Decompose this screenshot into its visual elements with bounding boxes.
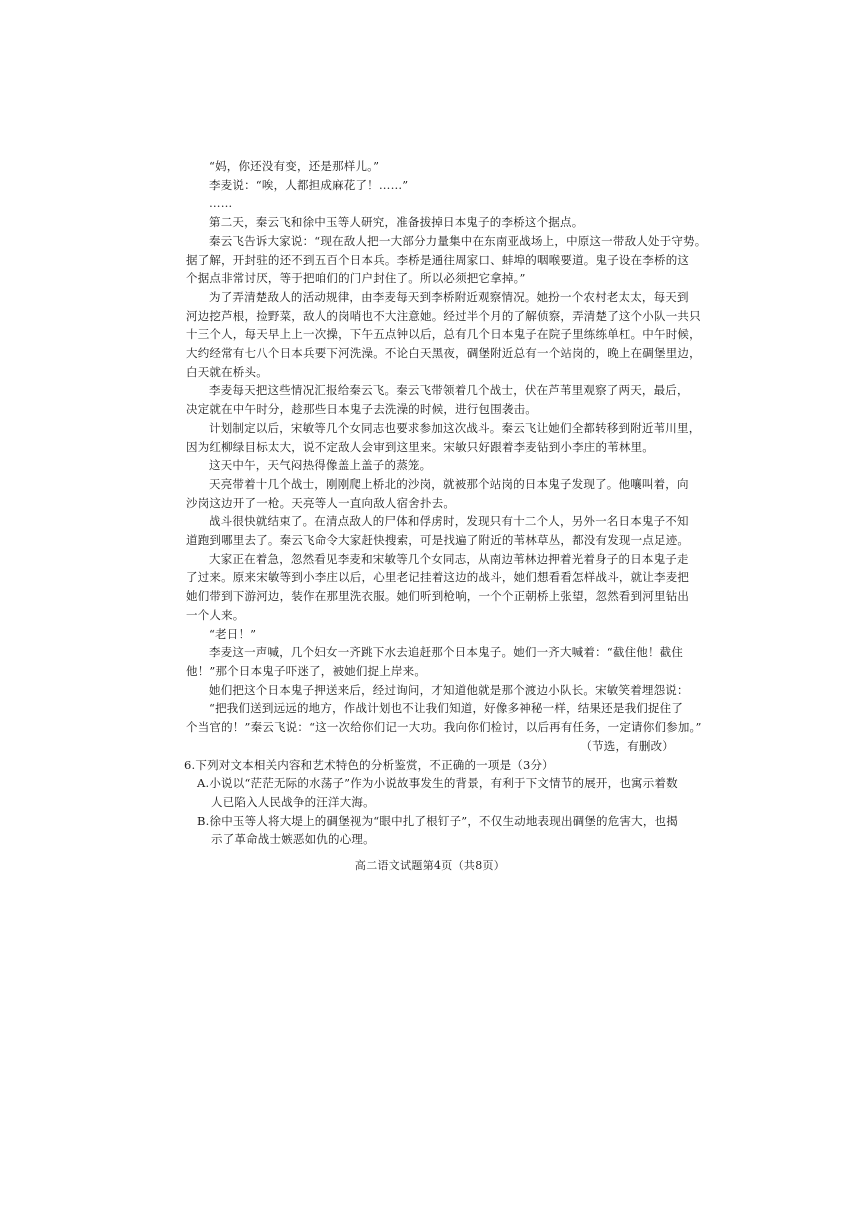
passage-line: 李麦说：“唉，人都担成麻花了！……”: [209, 177, 409, 192]
option-line: B.徐中玉等人将大堤上的碉堡视为“眼中扎了根钉子”，不仅生动地表现出碉堡的危害大，也揭: [197, 813, 678, 828]
passage-line: 河边挖芦根，捡野菜，敌人的岗哨也不大注意她。经过半个月的了解侦察，弄清楚了这个小队一共只: [186, 308, 701, 323]
passage-line: 他！”那个日本鬼子吓迷了，被她们捉上岸来。: [186, 663, 427, 678]
passage-line: ……: [209, 196, 233, 211]
passage-line: 大家正在着急，忽然看见李麦和宋敏等几个女同志，从南边苇林边押着光着身子的日本鬼子走: [209, 551, 689, 566]
source-note: （节选，有删改）: [580, 738, 674, 753]
passage-line: 这天中午，天气闷热得像盖上盖子的蒸笼。: [209, 458, 432, 473]
passage-line: 个据点非常讨厌，等于把咱们的门户封住了。所以必须把它拿掉。”: [186, 271, 526, 286]
passage-line: 她们把这个日本鬼子押送来后，经过询问，才知道他就是那个渡边小队长。宋敏笑着埋怨说：: [209, 682, 689, 697]
passage-line: 了过来。原来宋敏等到小李庄以后，心里老记挂着这边的战斗，她们想看看怎样战斗，就让李麦把: [186, 570, 690, 585]
question-options: [186, 774, 678, 849]
passage-line: 战斗很快就结束了。在清点敌人的尸体和俘虏时，发现只有十二个人，另外一名日本鬼子不知: [209, 514, 689, 529]
passage-line: 决定就在中午时分，趁那些日本鬼子去洗澡的时候，进行包围袭击。: [186, 402, 537, 417]
passage-line: 李麦每天把这些情况汇报给秦云飞。秦云飞带领着几个战士，伏在芦苇里观察了两天，最后，: [209, 383, 689, 398]
passage-line: “老日！”: [209, 626, 257, 641]
passage-line: 道跑到哪里去了。秦云飞命令大家赶快搜索，可是找遍了附近的苇林草丛，都没有发现一点足迹。: [186, 533, 690, 548]
passage-line: 她们带到下游河边，装作在那里洗衣服。她们听到枪响，一个个正朝桥上张望，忽然看到河里钻出: [186, 589, 690, 604]
passage-line: 十三个人，每天早上上一次操，下午五点钟以后，总有几个日本鬼子在院子里练练单杠。中午时候，: [186, 327, 701, 342]
option-line: 示了革命战士嫉恶如仇的心理。: [211, 832, 375, 847]
passage-line: 据了解，开封驻的还不到五百个日本兵。李桥是通往周家口、蚌埠的咽喉要道。鬼子设在李桥的这: [186, 252, 690, 267]
option-line: A.小说以“茫茫无际的水荡子”作为小说故事发生的背景，有利于下文情节的展开，也寓示着数: [197, 776, 678, 791]
passage-line: 计划制定以后，宋敏等几个女同志也要求参加这次战斗。秦云飞让她们全都转移到附近苇川里，: [209, 420, 701, 435]
passage-line: 天亮带着十几个战士，刚刚爬上桥北的沙岗，就被那个站岗的日本鬼子发现了。他嚷叫着，向: [209, 476, 689, 491]
passage-line: 为了弄清楚敌人的活动规律，由李麦每天到李桥附近观察情况。她扮一个农村老太太，每天到: [209, 289, 689, 304]
page-footer: 高二语文试题第4页（共8页）: [354, 859, 506, 872]
passage-line: 因为红柳绿目标太大，说不定敌人会审到这里来。宋敏只好跟着李麦钻到小李庄的苇林里。: [186, 439, 654, 454]
passage-line: 白天就在桥头。: [186, 364, 268, 379]
reading-passage: [186, 157, 707, 737]
passage-line: 秦云飞告诉大家说：“现在敌人把一大部分力量集中在东南亚战场上，中原这一带敌人处于守势。: [209, 233, 707, 248]
passage-line: “妈，你还没有变，还是那样儿。”: [209, 159, 380, 173]
passage-line: 大约经常有七八个日本兵要下河洗澡。不论白天黑夜，碉堡附近总有一个站岗的，晚上在碉堡里边，: [186, 346, 701, 361]
option-line: 人已陷入人民战争的汪洋大海。: [211, 794, 375, 809]
passage-line: “把我们送到远远的地方，作战计划也不让我们知道，好像多神秘一样，结果还是我们捉住了: [209, 701, 684, 716]
question-6: [184, 756, 678, 850]
passage-line: 沙岗这边开了一枪。天亮等人一直向敌人宿舍扑去。: [186, 495, 456, 510]
passage-line: 李麦这一声喊，几个妇女一齐跳下水去追赶那个日本鬼子。她们一齐大喊着：“截住他！截住: [209, 645, 684, 660]
passage-line: 一个人来。: [186, 607, 245, 622]
passage-line: 第二天，秦云飞和徐中玉等人研究，准备拔掉日本鬼子的李桥这个据点。: [209, 215, 584, 230]
question-stem: 6.下列对文本相关内容和艺术特色的分析鉴赏，不正确的一项是（3分）: [184, 757, 554, 772]
passage-line: 个当官的！”秦云飞说：“这一次给你们记一大功。我向你们检讨，以后再有任务，一定请你们参加。”: [186, 720, 702, 735]
